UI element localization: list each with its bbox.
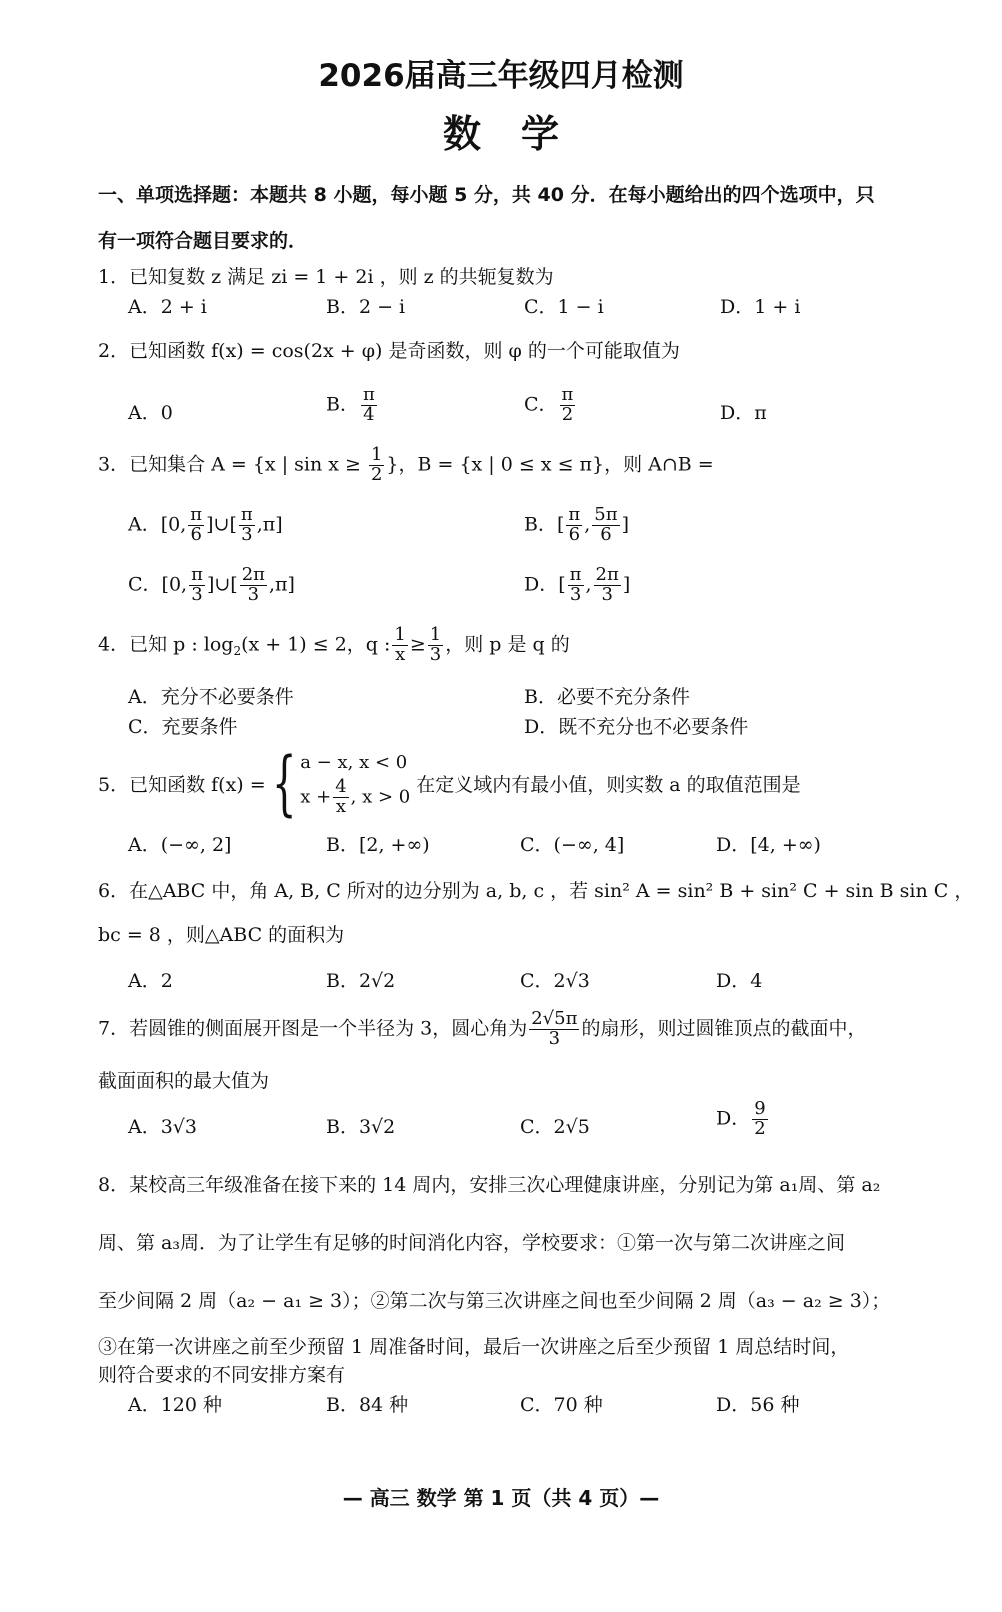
fraction-denominator: 6 [600,523,612,545]
fraction-numerator: 2π [241,564,265,585]
q3-option-c: C．[0, $\frac{\pi}{3}$ ]∪[ $\frac{2\pi}{3}$ ,π] [128,564,295,605]
q4-stem-part3: ，则 p 是 q 的 [445,633,570,656]
fraction-denominator: 3 [548,1027,561,1049]
q4-stem-part2: (x + 1) ≤ 2，q : [241,633,391,656]
fraction-denominator: 3 [191,583,203,605]
q7-option-b: B．3√2 [326,1116,396,1138]
question-7-line2: 截面面积的最大值为 [98,1070,270,1092]
question-7-line1 [98,1010,866,1049]
question-4-stem: 4．已知 p : $\log_2(x + 1) \le 2$，q : $\frac{1}{x}$ ≥ $\frac{1}{3}$ ，则 p 是 q 的 [98,624,570,665]
fraction-denominator: 2 [370,463,383,485]
q3-stem-part2: }，B = {x | 0 ≤ x ≤ π}，则 A∩B = [386,453,714,476]
fraction [240,566,267,605]
fraction [189,566,205,605]
fraction-denominator: 3 [429,643,442,665]
fraction-numerator: 1 [394,624,406,645]
page-footer: — 高三 数学 第 1 页（共 4 页）— [342,1486,660,1510]
option-label: D． [716,1107,751,1130]
fraction-numerator: π [191,564,203,585]
fraction [752,1100,767,1139]
fraction-numerator: π [569,564,582,585]
q5-option-b: B．[2, +∞) [326,834,430,856]
piecewise-cases [300,749,410,817]
q3-stem-part1: 3．已知集合 A = {x | sin x ≥ [98,453,367,476]
fraction-denominator: 3 [241,523,253,545]
case-2-part1: x + [300,786,332,808]
fraction-numerator: π [561,384,574,405]
fraction-numerator: 1 [429,624,442,645]
q2-option-b-label: B． [326,393,359,416]
q7-line1-part1: 7．若圆锥的侧面展开图是一个半径为 3，圆心角为 [98,1017,528,1040]
q3-option-a: A．[0, $\frac{\pi}{6}$ ]∪[ $\frac{\pi}{3}$ ,π] [128,504,283,545]
q8-option-b: B．84 种 [326,1394,409,1416]
fraction-numerator: π [362,384,375,405]
question-8-line1: 8．某校高三年级准备在接下来的 14 周内，安排三次心理健康讲座，分别记为第 a₁周、第 a₂ [98,1174,881,1196]
fraction [568,566,584,605]
question-6-line1: 6．在△ABC 中，角 A, B, C 所对的边分别为 a, b, c ，若 sin² A = sin² B + sin² C + sin B sin C ， [98,880,974,902]
option-label: B． [524,513,557,536]
q2-option-c-label: C． [524,393,558,416]
q4-option-d: D．既不充分也不必要条件 [524,716,749,738]
option-label: D． [524,573,559,596]
q5-stem-part1: 5．已知函数 f(x) = [98,773,266,796]
q2-option-c-fraction [560,386,576,425]
fraction-numerator: 2π [595,564,619,585]
fraction-denominator: 3 [601,583,613,605]
fraction [188,506,204,545]
fraction [239,506,255,545]
q7-line1-part2: 的扇形，则过圆锥顶点的截面中， [581,1017,867,1040]
q4-stem-part1: 4．已知 p : log [98,633,234,656]
fraction [594,566,621,605]
question-8-line5: 则符合要求的不同安排方案有 [98,1364,346,1386]
question-5-stem [98,742,801,824]
section-instruction-line1: 一、单项选择题：本题共 8 小题，每小题 5 分，共 40 分．在每小题给出的四个选项中，只 [98,184,875,206]
fraction [566,506,582,545]
q1-option-b: B．2 − i [326,296,406,318]
q1-option-c: C．1 − i [524,296,604,318]
question-8-line2: 周、第 a₃周．为了让学生有足够的时间消化内容，学校要求：①第一次与第二次讲座之间 [98,1232,845,1254]
option-label: C． [128,573,162,596]
piecewise-case-2 [300,778,410,817]
q4-option-b: B．必要不充分条件 [524,686,690,708]
q5-option-a: A．(−∞, 2] [128,834,232,856]
q3-half-fraction [369,446,384,485]
fraction-denominator: 3 [569,583,582,605]
fraction-denominator: 3 [247,583,260,605]
q1-option-d: D．1 + i [720,296,801,318]
fraction [592,506,619,545]
fraction-numerator: π [190,504,203,525]
q5-option-c: C．(−∞, 4] [520,834,625,856]
q7-angle-fraction [529,1010,579,1049]
q2-option-b [326,386,379,425]
option-label: A． [128,513,161,536]
q1-option-a: A．2 + i [128,296,207,318]
q6-option-d: D．4 [716,970,763,992]
fraction-numerator: 2√5π [531,1008,578,1029]
question-3-stem [98,446,714,485]
case-2-part2: , x > 0 [350,786,411,808]
q2-option-a: A．0 [128,402,173,424]
q4-option-c: C．充要条件 [128,716,238,738]
q8-option-d: D．56 种 [716,1394,800,1416]
exam-title: 2026届高三年级四月检测 [318,58,684,94]
q3-option-d: D．[ $\frac{\pi}{3}$ , $\frac{2\pi}{3}$ ] [524,564,631,605]
fraction-denominator: 2 [754,1117,766,1139]
piecewise-brace: { [271,742,297,824]
fraction-numerator: 5π [594,504,618,525]
q7-option-a: A．3√3 [128,1116,198,1138]
fraction-denominator: 6 [190,523,202,545]
fraction-denominator: 4 [363,403,375,425]
question-2-stem: 2．已知函数 f(x) = cos(2x + φ) 是奇函数，则 φ 的一个可能取值为 [98,340,680,362]
fraction-denominator: x [335,795,346,817]
q2-option-b-fraction [361,386,377,425]
fraction-numerator: 1 [370,444,383,465]
fraction [333,778,348,817]
q3-option-b: B．[ $\frac{\pi}{6}$ , $\frac{5\pi}{6}$ ] [524,504,629,545]
subject-title: 数学 [442,112,599,156]
fraction-denominator: 2 [561,403,574,425]
q5-option-d: D．[4, +∞) [716,834,821,856]
fraction-numerator: 4 [335,776,347,797]
question-1-stem: 1．已知复数 z 满足 zi = 1 + 2i ，则 z 的共轭复数为 [98,266,554,288]
fraction-denominator: x [395,643,406,665]
q8-option-c: C．70 种 [520,1394,603,1416]
q2-option-d: D．π [720,402,767,424]
fraction-numerator: 9 [754,1098,766,1119]
q7-option-d [716,1100,770,1139]
q6-option-b: B．2√2 [326,970,396,992]
q6-option-a: A．2 [128,970,173,992]
q4-fraction-one-over-x [392,626,407,665]
q4-option-a: A．充分不必要条件 [128,686,294,708]
q8-option-a: A．120 种 [128,1394,223,1416]
q5-stem-part2: 在定义域内有最小值，则实数 a 的取值范围是 [416,773,801,796]
section-instruction-line2: 有一项符合题目要求的． [98,230,308,252]
question-8-line3: 至少间隔 2 周（a₂ − a₁ ≥ 3）；②第二次与第三次讲座之间也至少间隔 2 周（a₃ − a₂ ≥ 3）； [98,1290,891,1312]
q4-log-base: 2 [233,644,242,659]
q6-option-c: C．2√3 [520,970,590,992]
question-6-line2: bc = 8 ，则△ABC 的面积为 [98,924,345,946]
fraction-numerator: π [240,504,253,525]
q4-fraction-one-third [428,626,443,665]
q2-option-c [524,386,577,425]
fraction-numerator: π [568,504,581,525]
fraction-denominator: 6 [568,523,581,545]
q7-option-c: C．2√5 [520,1116,590,1138]
question-8-line4: ③在第一次讲座之前至少预留 1 周准备时间，最后一次讲座之后至少预留 1 周总结时间， [98,1336,850,1358]
piecewise-case-1: a − x, x < 0 [300,752,408,774]
